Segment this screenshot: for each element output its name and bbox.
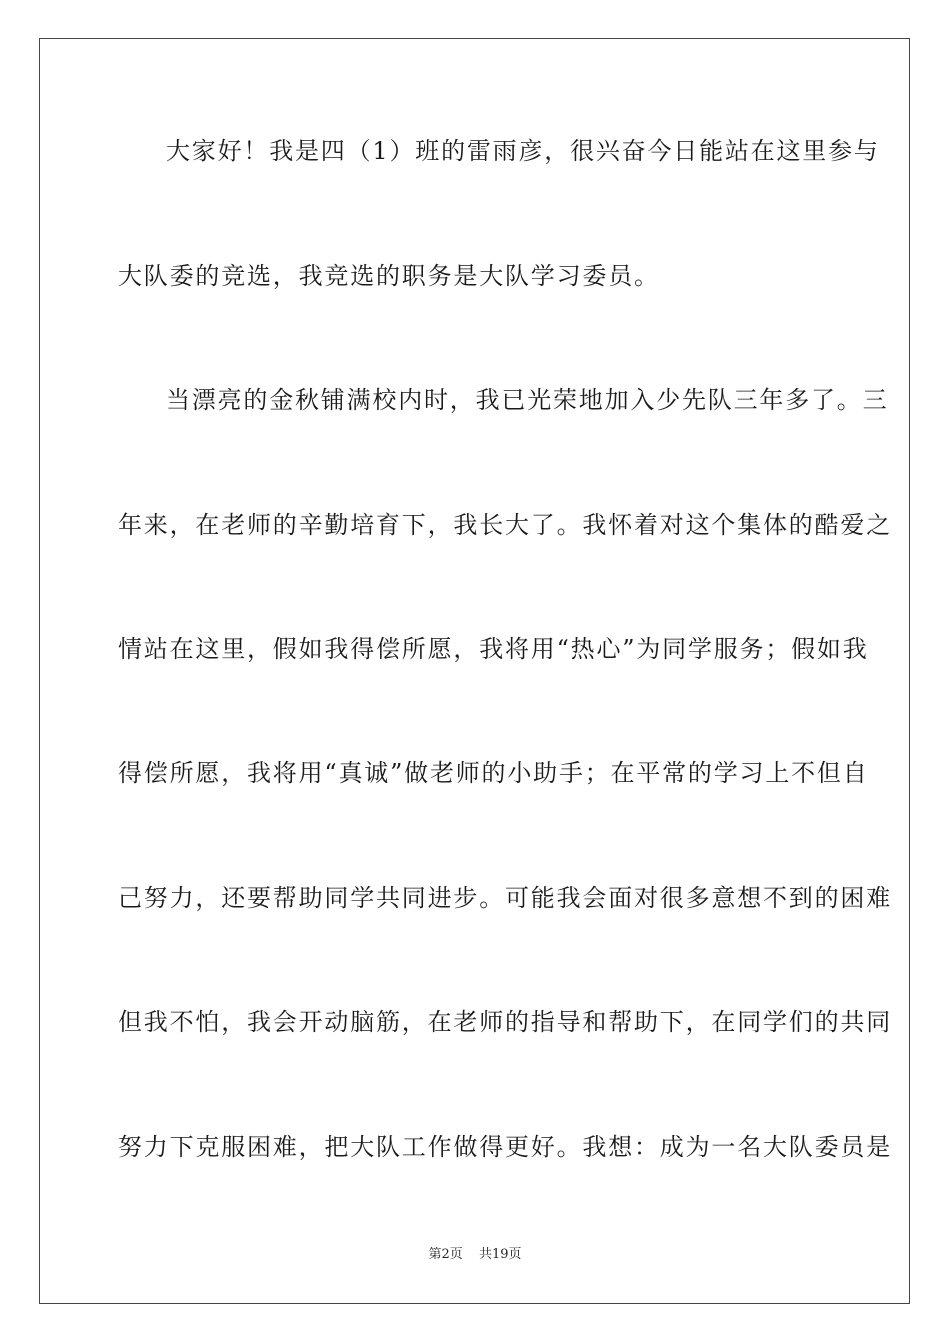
text-line: 努力下克服困难，把大队工作做得更好。我想：成为一名大队委员是 [118,1133,892,1161]
page-total: 共19页 [478,1247,522,1262]
text-line: 但我不怕，我会开动脑筋，在老师的指导和帮助下，在同学们的共同 [118,1008,892,1036]
text-line: 年来，在老师的辛勤培育下，我长大了。我怀着对这个集体的酷爱之 [118,511,892,539]
text-line: 得偿所愿，我将用“真诚”做老师的小助手；在平常的学习上不但自 [118,759,869,787]
page-footer [0,1247,950,1263]
text-line: 己努力，还要帮助同学共同进步。可能我会面对很多意想不到的困难 [118,884,892,912]
page-number: 第2页 [428,1247,463,1262]
text-line: 情站在这里，假如我得偿所愿，我将用“热心”为同学服务；假如我 [118,635,869,663]
text-line: 当漂亮的金秋铺满校内时，我已光荣地加入少先队三年多了。三 [166,386,889,414]
text-line: 大家好！我是四（1）班的雷雨彦，很兴奋今日能站在这里参与 [166,137,880,165]
page-border [39,38,910,1304]
text-line: 大队委的竞选，我竞选的职务是大队学习委员。 [118,262,660,290]
